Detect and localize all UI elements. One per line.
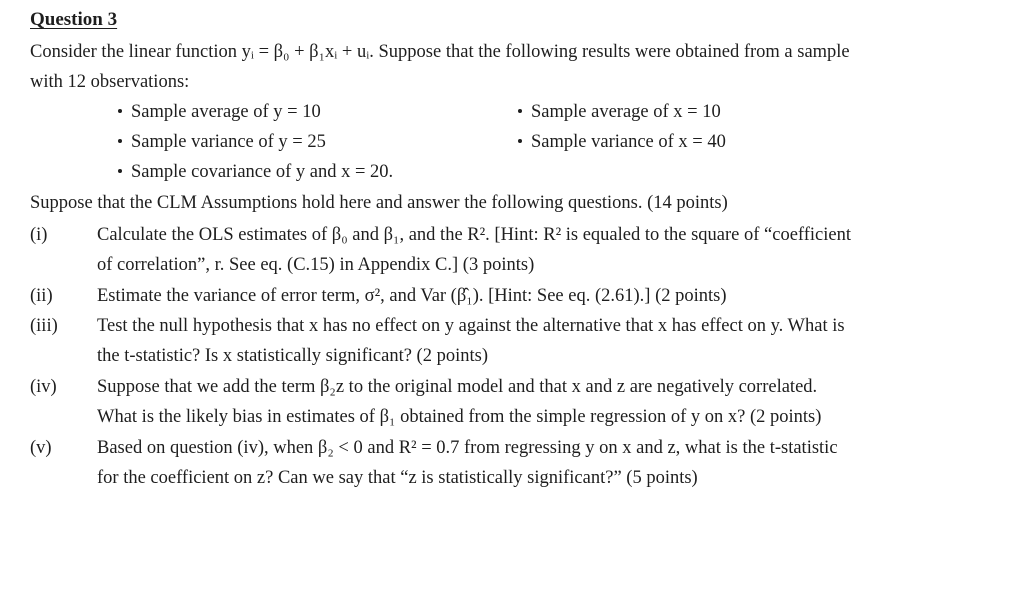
- stat-var-y: [118, 131, 326, 153]
- part-ii-label: (ii): [30, 286, 53, 306]
- stat-avg-y-text: Sample average of y = 10: [131, 102, 321, 122]
- stat-var-x: [518, 131, 726, 153]
- part-iii-line-1: Test the null hypothesis that x has no effect on y against the alternative that x has effect on y. What is: [97, 316, 845, 336]
- bullet-icon: [518, 109, 522, 113]
- bullet-icon: [518, 139, 522, 143]
- stat-avg-y: [118, 101, 321, 123]
- question-title: Question 3: [30, 9, 118, 30]
- intro-line-1: Consider the linear function yᵢ = β₀ + β₁xᵢ + uᵢ. Suppose that the following results were obtained from a sample: [30, 42, 850, 62]
- part-v-line-1: Based on question (iv), when β₂ < 0 and R² = 0.7 from regressing y on x and z, what is the t-statistic: [97, 438, 838, 458]
- stat-cov-xy-text: Sample covariance of y and x = 20.: [131, 162, 394, 182]
- part-i-label: (i): [30, 225, 48, 245]
- part-i-line-2: of correlation”, r. See eq. (C.15) in Appendix C.] (3 points): [97, 255, 535, 275]
- intro-line-2: with 12 observations:: [30, 72, 190, 92]
- part-i-line-1: Calculate the OLS estimates of β₀ and β₁, and the R². [Hint: R² is equaled to the square of “coefficient: [97, 225, 852, 245]
- stat-var-y-text: Sample variance of y = 25: [131, 132, 326, 152]
- bullet-icon: [118, 139, 122, 143]
- instruction-text: Suppose that the CLM Assumptions hold here and answer the following questions. (14 points): [30, 193, 728, 213]
- part-iv-label: (iv): [30, 377, 57, 397]
- stat-avg-x: [518, 101, 721, 123]
- part-iv-line-2: What is the likely bias in estimates of β₁ obtained from the simple regression of y on x? (2 points): [97, 407, 822, 427]
- stat-cov-xy: [118, 161, 393, 183]
- part-iv-line-1: Suppose that we add the term β₂z to the original model and that x and z are negatively correlated.: [97, 377, 818, 397]
- stat-avg-x-text: Sample average of x = 10: [531, 102, 721, 122]
- bullet-icon: [118, 109, 122, 113]
- part-v-label: (v): [30, 438, 52, 458]
- part-v-line-2: for the coefficient on z? Can we say that “z is statistically significant?” (5 points): [97, 468, 698, 488]
- part-iii-label: (iii): [30, 316, 58, 336]
- part-iii-line-2: the t-statistic? Is x statistically significant? (2 points): [97, 346, 488, 366]
- part-ii-line-1: Estimate the variance of error term, σ², and Var (β̂₁). [Hint: See eq. (2.61).] (2 points): [97, 286, 727, 306]
- bullet-icon: [118, 169, 122, 173]
- stat-var-x-text: Sample variance of x = 40: [531, 132, 726, 152]
